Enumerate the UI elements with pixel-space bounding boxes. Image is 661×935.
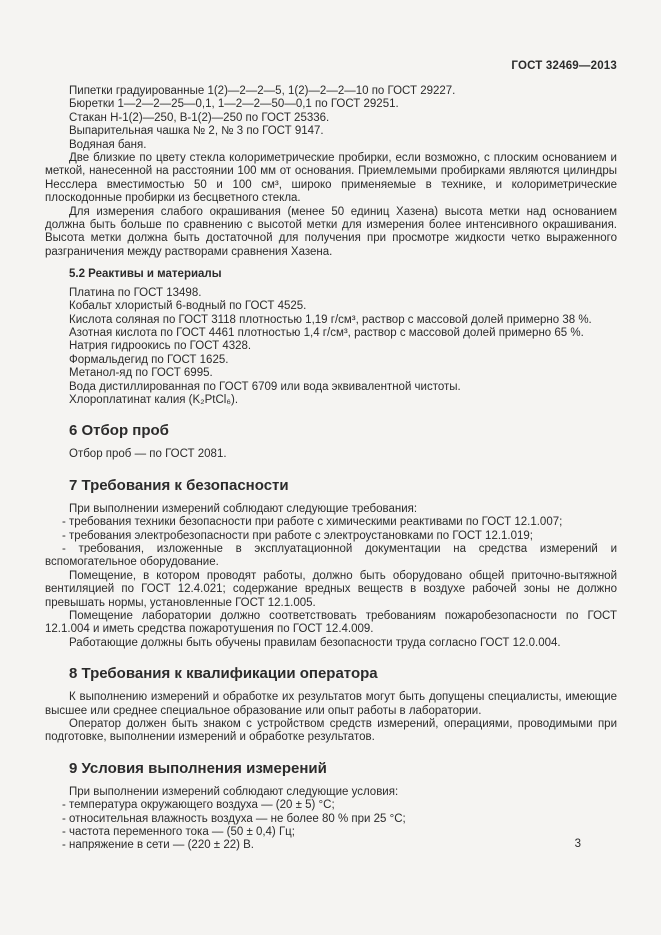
section-heading: 7 Требования к безопасности (69, 476, 289, 494)
page-number: 3 (574, 838, 581, 850)
paragraph: При выполнении измерений соблюдают следующие условия: (69, 785, 399, 798)
paragraph: При выполнении измерений соблюдают следующие требования: (69, 502, 418, 515)
list-item: - частота переменного тока — (50 ± 0,4) Гц; (62, 826, 295, 839)
paragraph: Две близкие по цвету стекла колориметрические пробирки, если возможно, с плоским основанием и меткой, нанесенной на расстоянии 100 мм от основания. Приемлемыми пробирками являются цилиндры Несслера вместимостью 50 и 100 см³, широко применяемые в технике, и колориметрические плоскодонные пробирки из бесцветного стекла. (45, 152, 617, 205)
paragraph: Платина по ГОСТ 13498. (69, 286, 202, 299)
paragraph: Водяная баня. (69, 138, 147, 151)
paragraph: Формальдегид по ГОСТ 1625. (69, 353, 229, 366)
list-item: - температура окружающего воздуха — (20 ± 5) °C; (62, 799, 335, 812)
paragraph: Отбор проб — по ГОСТ 2081. (69, 448, 227, 461)
paragraph: Метанол-яд по ГОСТ 6995. (69, 367, 213, 380)
list-item: - требования электробезопасности при работе с электроустановками по ГОСТ 12.1.019; (62, 529, 534, 542)
paragraph: Бюретки 1—2—2—25—0,1, 1—2—2—50—0,1 по ГОСТ 29251. (69, 98, 399, 111)
subsection-heading: 5.2 Реактивы и материалы (69, 268, 222, 281)
paragraph: Пипетки градуированные 1(2)—2—2—5, 1(2)—2—2—10 по ГОСТ 29227. (69, 85, 456, 97)
paragraph: К выполнению измерений и обработке их результатов могут быть допущены специалисты, имеющие высшее или среднее специальное образование или опыт работы в лаборатории. (45, 691, 617, 717)
list-item: - требования, изложенные в эксплуатационной документации на средства измерений и вспомогательное оборудование. (45, 542, 617, 569)
section-heading: 8 Требования к квалификации оператора (69, 665, 378, 683)
list-item: - напряжение в сети — (220 ± 22) В. (62, 839, 254, 852)
paragraph: Вода дистиллированная по ГОСТ 6709 или вода эквивалентной чистоты. (69, 380, 461, 393)
section-heading: 6 Отбор проб (69, 422, 169, 440)
list-item: - относительная влажность воздуха — не более 80 % при 25 °C; (62, 812, 406, 825)
paragraph: Работающие должны быть обучены правилам безопасности труда согласно ГОСТ 12.0.004. (69, 636, 561, 649)
document-body (45, 85, 617, 853)
paragraph: Азотная кислота по ГОСТ 4461 плотностью 1,4 г/см³, раствор с массовой долей примерно 65 %. (69, 326, 584, 339)
paragraph: Натрия гидроокись по ГОСТ 4328. (69, 340, 252, 353)
paragraph: Стакан Н-1(2)—250, В-1(2)—250 по ГОСТ 25336. (69, 111, 330, 124)
document-standard-number: ГОСТ 32469—2013 (511, 60, 617, 72)
paragraph: Оператор должен быть знаком с устройством средств измерений, операциями, проводимыми при подготовке, выполнении измерений и обработке результатов. (45, 718, 617, 744)
paragraph: Хлороплатинат калия (K₂PtCl₆). (69, 393, 239, 406)
paragraph: Кобальт хлористый 6-водный по ГОСТ 4525. (69, 300, 307, 313)
paragraph: Для измерения слабого окрашивания (менее 50 единиц Хазена) высота метки над основанием должна быть больше по сравнению с высотой метки для измерения более интенсивного окрашивания. Высота метки должна быть достаточной для получения при просмотре жидкости четко выраженного разграничения между растворами сравнения Хазена. (45, 205, 617, 258)
list-item: - требования техники безопасности при работе с химическими реактивами по ГОСТ 12.1.007; (62, 516, 563, 529)
section-heading: 9 Условия выполнения измерений (69, 759, 327, 777)
paragraph: Кислота соляная по ГОСТ 3118 плотностью 1,19 г/см³, раствор с массовой долей примерно 38 %. (69, 313, 592, 326)
paragraph: Помещение лаборатории должно соответствовать требованиям пожаробезопасности по ГОСТ 12.1.004 и иметь средства пожаротушения по ГОСТ 12.4.009. (45, 610, 617, 636)
paragraph: Помещение, в котором проводят работы, должно быть оборудовано общей приточно-вытяжной вентиляцией по ГОСТ 12.4.021; содержание вредных веществ в воздухе рабочей зоны не должно превышать нормы, установленные ГОСТ 12.1.005. (45, 569, 617, 609)
paragraph: Выпарительная чашка № 2, № 3 по ГОСТ 9147. (69, 125, 324, 138)
